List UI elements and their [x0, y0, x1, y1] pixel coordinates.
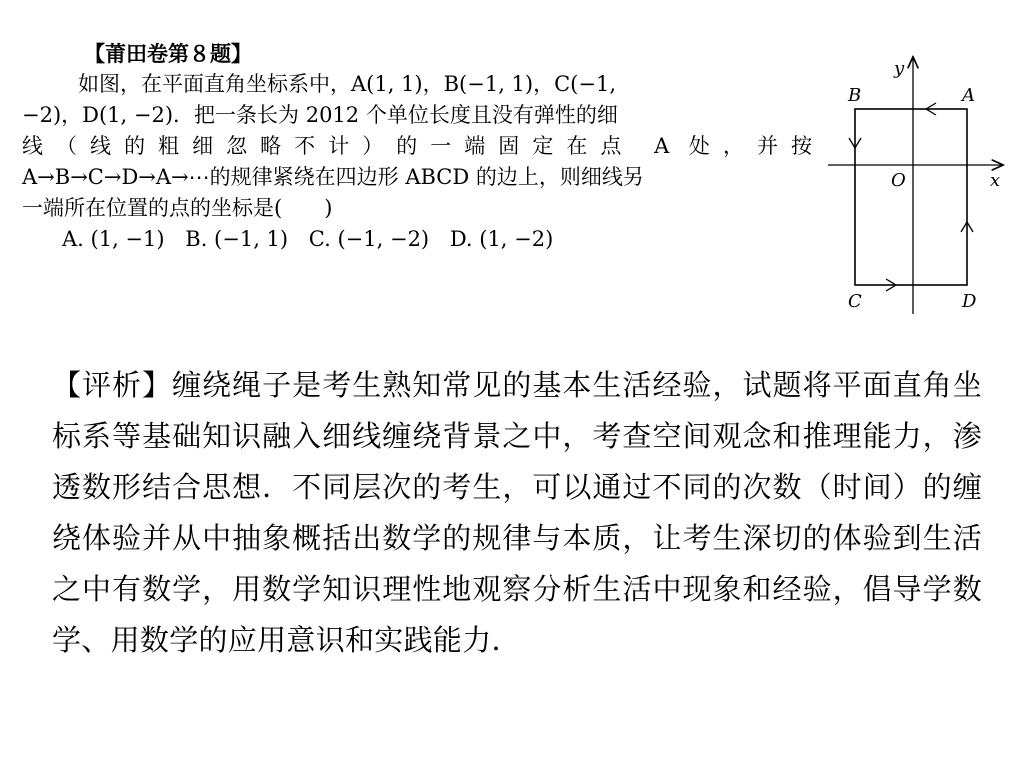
problem-block: [22, 38, 822, 255]
label-b: B: [848, 85, 862, 106]
answer-options: [62, 224, 822, 255]
label-y: y: [894, 58, 905, 79]
option-d: D. (1, −2): [449, 227, 554, 251]
rectangle-abcd: [855, 109, 967, 285]
problem-line-5: 一端所在位置的点的坐标是( ): [22, 196, 333, 220]
problem-line-2: −2)，D(1, −2)．把一条长为 2012 个单位长度且没有弹性的细: [22, 103, 618, 127]
problem-line-1: 如图，在平面直角坐标系中，A(1, 1)，B(−1, 1)，C(−1,: [78, 72, 617, 96]
problem-title: 【莆田卷第８题】: [84, 41, 252, 66]
option-a: A. (1, −1): [62, 227, 165, 251]
option-c: C. (−1, −2): [308, 227, 430, 251]
option-b: B. (−1, 1): [185, 227, 289, 251]
problem-line-4: A→B→C→D→A→⋯的规律紧绕在四边形 ABCD 的边上，则细线另: [22, 165, 644, 189]
figure-svg: [822, 52, 1012, 322]
coordinate-figure: [822, 52, 1012, 322]
analysis-text: 【评析】缠绕绳子是考生熟知常见的基本生活经验，试题将平面直角坐标系等基础知识融入细线缠绕背景之中，考查空间观念和推理能力，渗透数形结合思想．不同层次的考生，可以通过不同的次数（时间）的缠绕体验并从中抽象概括出数学的规律与本质，让考生深切的体验到生活之中有数学，用数学知识理性地观察分析生活中现象和经验，倡导学数学、用数学的应用意识和实践能力．: [52, 368, 982, 657]
analysis-block: [52, 360, 982, 666]
label-a: A: [962, 85, 975, 106]
label-d: D: [962, 291, 977, 312]
label-c: C: [848, 291, 862, 312]
label-x: x: [990, 170, 1001, 191]
problem-line-3: 线（线的粗细忽略不计）的一端固定在点 A 处，并按: [22, 134, 812, 158]
label-origin: O: [891, 170, 906, 191]
